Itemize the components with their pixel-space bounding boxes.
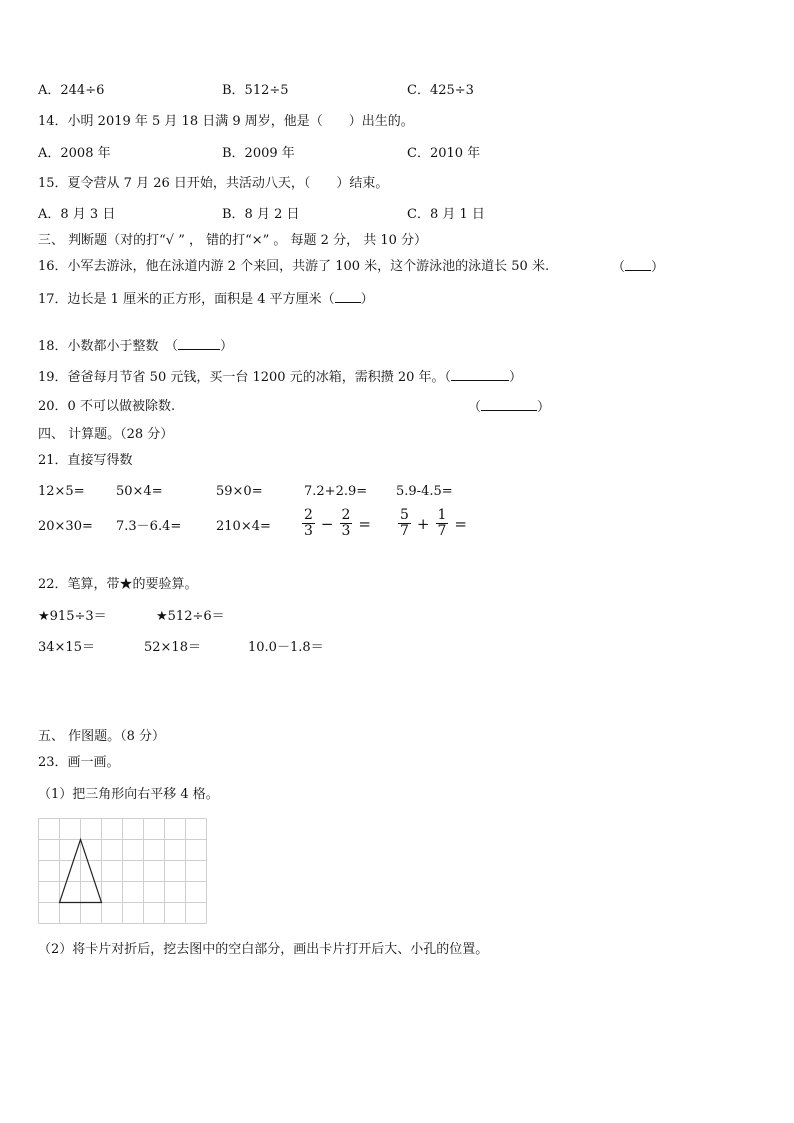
- q21-item: 50×4=: [116, 484, 163, 499]
- q19-text: 19．爸爸每月节省 50 元钱，买一台 1200 元的冰箱，需积攒 20 年。（ ）: [38, 370, 523, 385]
- q13-option-b: B．512÷5: [222, 83, 289, 98]
- q21-item: 59×0=: [216, 484, 263, 499]
- q18-answer-blank[interactable]: [178, 337, 220, 350]
- q22-item: ★512÷6＝: [156, 609, 225, 624]
- q22-item: 52×18＝: [144, 640, 201, 655]
- section-5-heading: 五、 作图题。（8 分）: [38, 729, 166, 744]
- q15-option-b: B．8 月 2 日: [222, 207, 300, 222]
- q23-part-2: （2）将卡片对折后，挖去图中的空白部分，画出卡片打开后大、小孔的位置。: [38, 942, 489, 957]
- section-3-heading: 三、 判断题（对的打“√ ” ， 错的打“×” 。 每题 2 分， 共 10 分）: [38, 233, 428, 248]
- q23-title: 23．画一画。: [38, 755, 120, 770]
- q21-item: 7.3－6.4=: [116, 519, 182, 534]
- q21-fraction-expression-1: $\frac{2}{3}$ − $\frac{2}{3}$ =: [304, 507, 371, 539]
- q22-item: 34×15＝: [38, 640, 95, 655]
- q14-option-c: C．2010 年: [407, 146, 481, 161]
- q21-item: 7.2+2.9=: [304, 484, 368, 499]
- q21-fraction-expression-2: $\frac{5}{7}$ + $\frac{1}{7}$ =: [400, 507, 467, 539]
- q23-part-1: （1）把三角形向右平移 4 格。: [38, 787, 219, 802]
- q21-item: 20×30=: [38, 519, 93, 534]
- translation-grid[interactable]: [38, 818, 208, 926]
- q14-text: 14．小明 2019 年 5 月 18 日满 9 周岁，他是（ ）出生的。: [38, 114, 414, 129]
- q22-title: 22．笔算，带★的要验算。: [38, 577, 198, 592]
- q15-option-a: A．8 月 3 日: [38, 207, 116, 222]
- q16-answer-blank[interactable]: （ ）: [612, 260, 665, 275]
- q15-option-c: C．8 月 1 日: [407, 207, 485, 222]
- q21-title: 21．直接写得数: [38, 453, 133, 468]
- q22-item: ★915÷3＝: [38, 609, 107, 624]
- q20-answer-blank[interactable]: （ ）: [468, 400, 551, 415]
- q17-text: 17．边长是 1 厘米的正方形，面积是 4 平方厘米（ ）: [38, 292, 374, 307]
- q13-option-a: A．244÷6: [38, 83, 105, 98]
- q22-item: 10.0－1.8＝: [248, 640, 324, 655]
- q21-item: 210×4=: [216, 519, 271, 534]
- section-4-heading: 四、 计算题。（28 分）: [38, 427, 174, 442]
- q15-text: 15．夏令营从 7 月 26 日开始，共活动八天，（ ）结束。: [38, 176, 389, 191]
- q21-item: 5.9-4.5=: [396, 484, 453, 499]
- q17-answer-blank[interactable]: [335, 290, 361, 303]
- q16-text: 16．小军去游泳，他在泳道内游 2 个来回，共游了 100 米，这个游泳池的泳道长 50 米.: [38, 259, 550, 274]
- q14-option-a: A．2008 年: [38, 146, 111, 161]
- q20-text: 20．0 不可以做被除数.: [38, 399, 176, 414]
- q18-text: 18．小数都小于整数 （ ）: [38, 339, 234, 354]
- q19-answer-blank[interactable]: [451, 368, 509, 381]
- q13-option-c: C．425÷3: [407, 83, 474, 98]
- q21-item: 12×5=: [38, 484, 85, 499]
- q14-option-b: B．2009 年: [222, 146, 295, 161]
- grid-lines: [39, 819, 207, 924]
